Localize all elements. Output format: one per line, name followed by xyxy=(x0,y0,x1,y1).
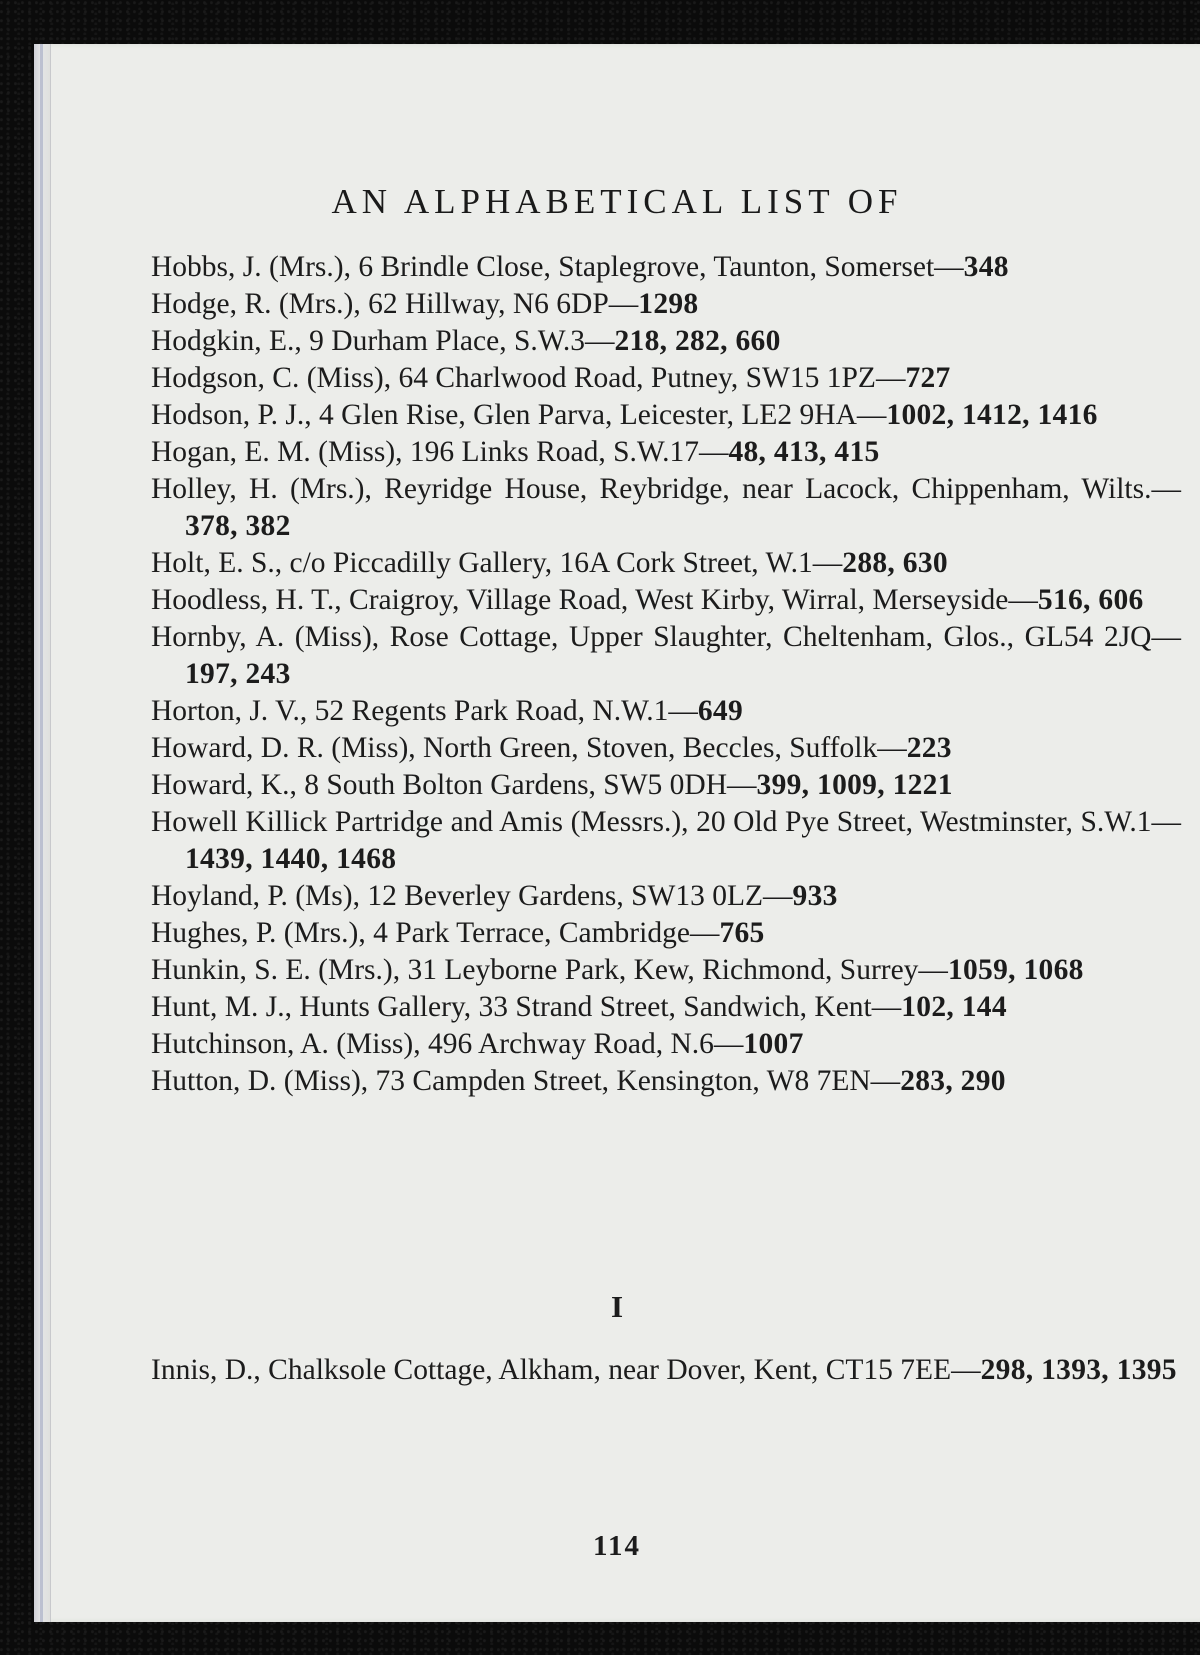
list-entry xyxy=(151,878,1181,915)
entry-refs: 1298 xyxy=(638,288,699,320)
entry-text: Holt, E. S., c/o Piccadilly Gallery, 16A Cork Street, W.1— xyxy=(151,547,843,579)
entry-refs: 1439, 1440, 1468 xyxy=(185,843,397,875)
list-entry xyxy=(151,989,1181,1026)
entry-text: Holley, H. (Mrs.), Reyridge House, Reybridge, near Lacock, Chippenham, Wilts.— xyxy=(151,473,1181,505)
book-page xyxy=(34,44,1200,1622)
entry-text: Hoyland, P. (Ms), 12 Beverley Gardens, SW13 0LZ— xyxy=(151,880,793,912)
entry-refs: 516, 606 xyxy=(1037,584,1144,616)
list-entry xyxy=(151,397,1181,434)
entry-refs: 1002, 1412, 1416 xyxy=(886,399,1098,431)
entry-refs: 48, 413, 415 xyxy=(728,436,880,468)
list-entry xyxy=(151,434,1181,471)
entry-text: Hunt, M. J., Hunts Gallery, 33 Strand Street, Sandwich, Kent— xyxy=(151,991,902,1023)
page-heading: AN ALPHABETICAL LIST OF xyxy=(331,182,903,221)
entry-list-h xyxy=(151,249,1181,1100)
list-entry xyxy=(151,360,1181,397)
entry-refs: 649 xyxy=(697,695,744,727)
list-entry xyxy=(151,730,1181,767)
entry-text: Hutchinson, A. (Miss), 496 Archway Road, N.6— xyxy=(151,1028,744,1060)
entry-text: Hobbs, J. (Mrs.), 6 Brindle Close, Staplegrove, Taunton, Somerset— xyxy=(151,251,964,283)
entry-text: Horton, J. V., 52 Regents Park Road, N.W.1— xyxy=(151,695,698,727)
list-entry xyxy=(151,915,1181,952)
list-entry xyxy=(151,619,1181,693)
list-entry xyxy=(151,545,1181,582)
entry-text: Howard, K., 8 South Bolton Gardens, SW5 0DH— xyxy=(151,769,757,801)
entry-refs: 1059, 1068 xyxy=(947,954,1084,986)
entry-refs: 223 xyxy=(906,732,952,764)
list-entry xyxy=(151,286,1181,323)
entry-refs: 197, 243 xyxy=(185,658,291,690)
entry-text: Hoodless, H. T., Craigroy, Village Road, West Kirby, Wirral, Merseyside— xyxy=(151,584,1038,616)
entry-refs: 727 xyxy=(905,362,951,394)
entry-refs: 218, 282, 660 xyxy=(614,325,781,357)
list-entry xyxy=(151,582,1181,619)
list-entry xyxy=(151,471,1181,545)
page-binding-edge xyxy=(34,44,51,1622)
entry-refs: 283, 290 xyxy=(900,1065,1006,1097)
entry-refs: 348 xyxy=(963,251,1009,283)
list-entry xyxy=(151,1026,1181,1063)
entry-text: Hodgkin, E., 9 Durham Place, S.W.3— xyxy=(151,325,615,357)
entry-refs: 399, 1009, 1221 xyxy=(756,769,953,801)
list-entry xyxy=(151,323,1181,360)
entry-refs: 288, 630 xyxy=(842,547,948,579)
entry-text: Howard, D. R. (Miss), North Green, Stoven, Beccles, Suffolk— xyxy=(151,732,907,764)
entry-refs: 102, 144 xyxy=(901,991,1007,1023)
entry-text: Howell Killick Partridge and Amis (Messrs.), 20 Old Pye Street, Westminster, S.W.1— xyxy=(151,806,1181,838)
list-entry xyxy=(151,804,1181,878)
list-entry xyxy=(151,1063,1181,1100)
list-entry xyxy=(151,952,1181,989)
list-entry xyxy=(151,693,1181,730)
entry-list-i xyxy=(151,1352,1181,1389)
entry-text: Hunkin, S. E. (Mrs.), 31 Leyborne Park, Kew, Richmond, Surrey— xyxy=(151,954,948,986)
entry-text: Hodge, R. (Mrs.), 62 Hillway, N6 6DP— xyxy=(151,288,639,320)
section-letter-heading: I xyxy=(610,1289,624,1324)
list-entry xyxy=(151,767,1181,804)
entry-refs: 378, 382 xyxy=(185,510,291,542)
entry-refs: 933 xyxy=(792,880,838,912)
entry-refs: 765 xyxy=(719,917,765,949)
entry-text: Hodgson, C. (Miss), 64 Charlwood Road, Putney, SW15 1PZ— xyxy=(151,362,906,394)
list-entry xyxy=(151,249,1181,286)
entry-text: Hutton, D. (Miss), 73 Campden Street, Kensington, W8 7EN— xyxy=(151,1065,901,1097)
entry-text: Hughes, P. (Mrs.), 4 Park Terrace, Cambridge— xyxy=(151,917,720,949)
entry-text: Innis, D., Chalksole Cottage, Alkham, near Dover, Kent, CT15 7EE— xyxy=(151,1354,981,1386)
list-entry xyxy=(151,1352,1181,1389)
entry-text: Hornby, A. (Miss), Rose Cottage, Upper Slaughter, Cheltenham, Glos., GL54 2JQ— xyxy=(151,621,1181,653)
entry-refs: 1007 xyxy=(743,1028,804,1060)
page-number: 114 xyxy=(593,1530,641,1562)
entry-text: Hogan, E. M. (Miss), 196 Links Road, S.W.17— xyxy=(151,436,729,468)
entry-text: Hodson, P. J., 4 Glen Rise, Glen Parva, Leicester, LE2 9HA— xyxy=(151,399,887,431)
entry-refs: 298, 1393, 1395 xyxy=(980,1354,1177,1386)
